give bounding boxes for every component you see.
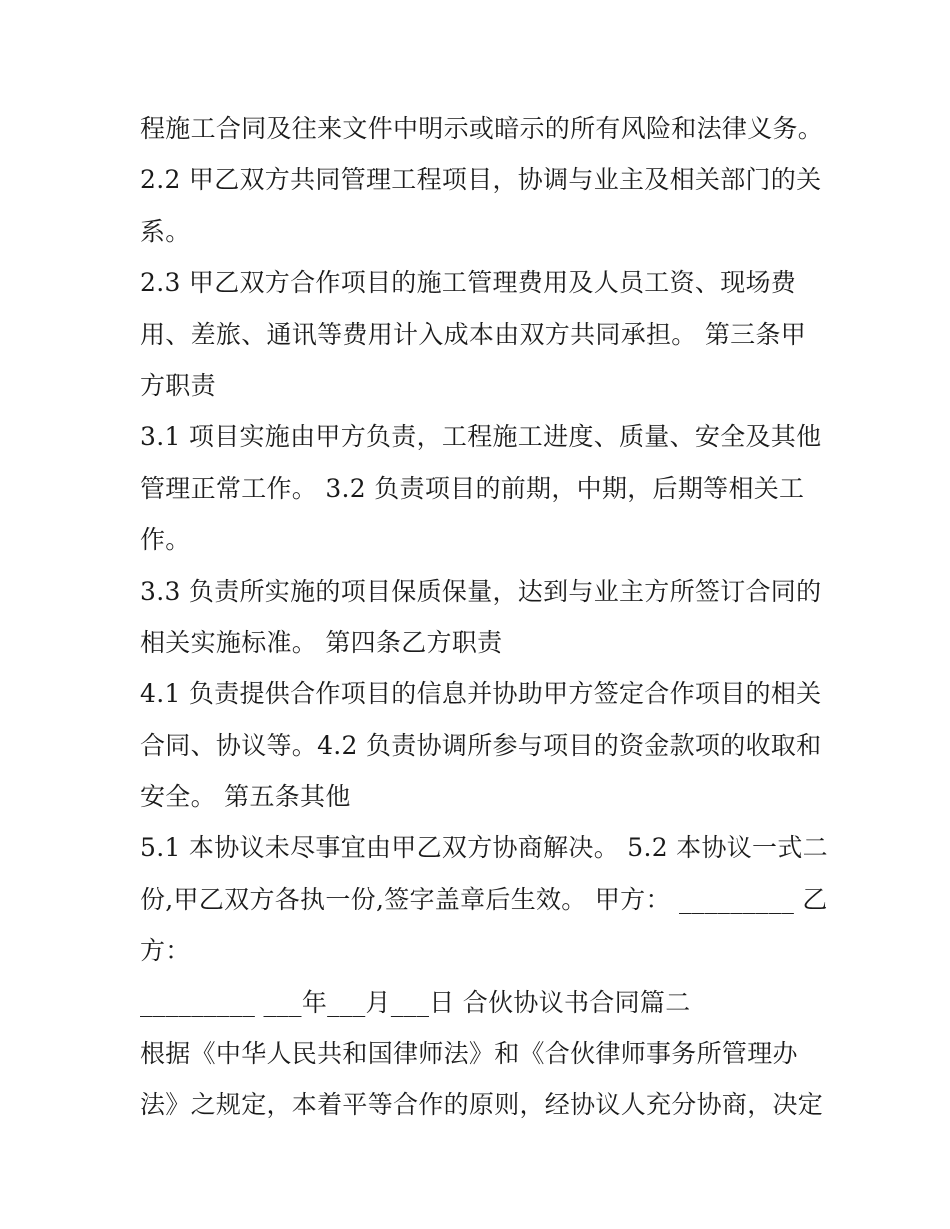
text-line: 根据《中华人民共和国律师法》和《合伙律师事务所管理办: [140, 1039, 798, 1069]
text-line: 3.3 负责所实施的项目保质保量，达到与业主方所签订合同的: [140, 576, 822, 606]
text-line: 方职责: [140, 370, 216, 400]
text-line: 程施工合同及往来文件中明示或暗示的所有风险和法律义务。: [140, 114, 824, 143]
text-line: 管理正常工作。 3.2 负责项目的前期，中期，后期等相关工: [140, 473, 805, 503]
text-line: 法》之规定，本着平等合作的原则，经协议人充分协商，决定: [140, 1090, 824, 1120]
text-line: 相关实施标准。 第四条乙方职责: [140, 627, 503, 657]
text-line: 作。: [140, 525, 191, 555]
text-line: 用、差旅、通讯等费用计入成本由双方共同承担。 第三条甲: [140, 319, 807, 349]
text-line: 安全。 第五条其他: [140, 782, 351, 812]
text-line: 4.1 负责提供合作项目的信息并协助甲方签定合作项目的相关: [140, 679, 822, 709]
text-line: 2.3 甲乙双方合作项目的施工管理费用及人员工资、现场费: [140, 268, 797, 298]
text-line: 合同、协议等。4.2 负责协调所参与项目的资金款项的收取和: [140, 730, 822, 760]
text-line: 2.2 甲乙双方共同管理工程项目，协调与业主及相关部门的关: [140, 165, 822, 195]
document-body: [140, 103, 830, 1131]
text-line: 份,甲乙双方各执一份,签字盖章后生效。 甲方： _________ 乙: [140, 884, 828, 914]
text-line: _________ ___年___月___日 合伙协议书合同篇二: [140, 987, 691, 1017]
text-line: 3.1 项目实施由甲方负责，工程施工进度、质量、安全及其他: [140, 422, 822, 452]
text-line: 方：: [140, 936, 191, 966]
text-line: 5.1 本协议未尽事宜由甲乙双方协商解决。 5.2 本协议一式二: [140, 833, 828, 863]
text-line: 系。: [140, 216, 191, 246]
